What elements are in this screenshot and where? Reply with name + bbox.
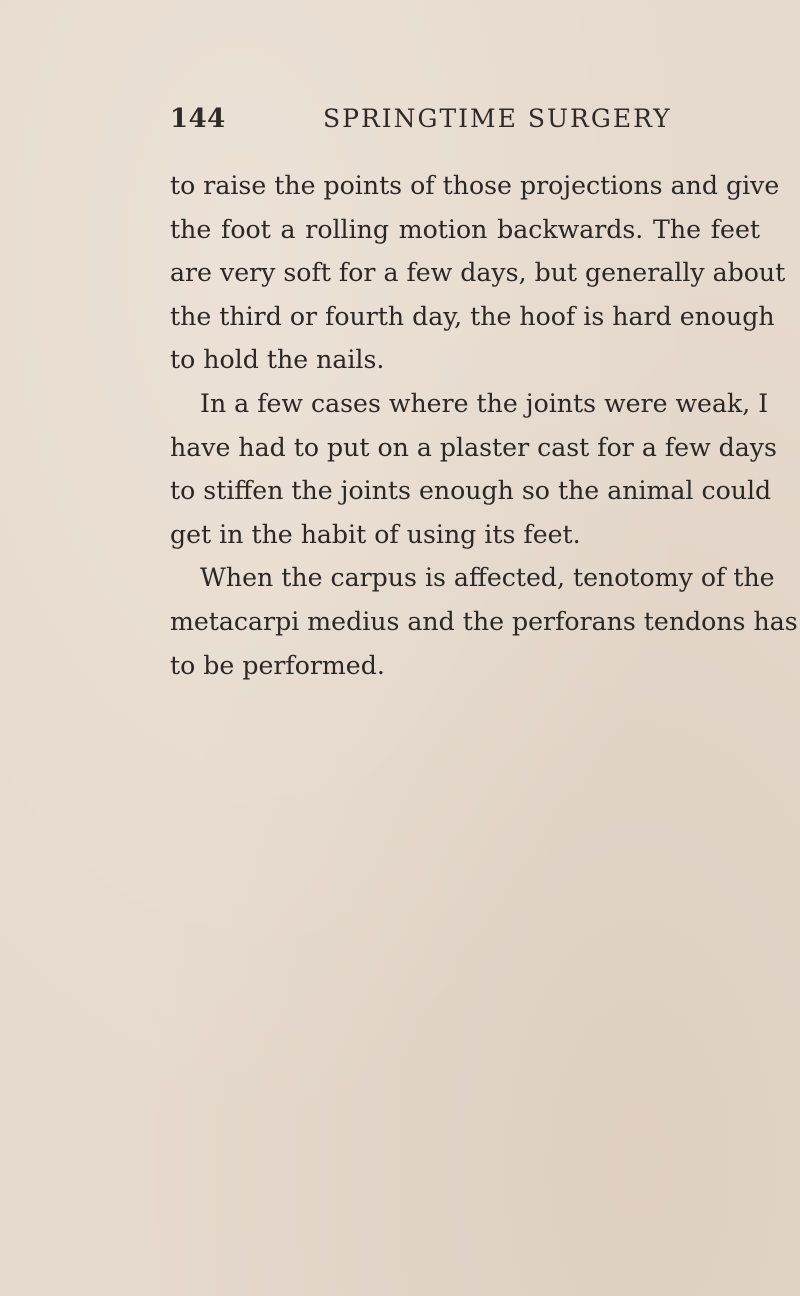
running-head: SPRINGTIME SURGERY <box>323 104 672 133</box>
page-number: 144 <box>170 104 226 134</box>
text-line: the foot a rolling motion backwards. The feet <box>170 214 760 244</box>
text-line: have had to put on a plaster cast for a few days <box>170 432 777 462</box>
text-line: to hold the nails. <box>170 345 385 375</box>
text-line: In a few cases where the joints were weak, I <box>200 388 769 418</box>
text-line: to be performed. <box>170 650 385 680</box>
paragraph-3 <box>170 556 798 687</box>
text-line: are very soft for a few days, but generally about <box>170 258 786 288</box>
paragraph-1 <box>170 164 786 382</box>
page-header <box>170 104 760 144</box>
text-line: to raise the points of those projections and give <box>170 171 780 200</box>
text-line: the third or fourth day, the hoof is hard enough <box>170 301 775 331</box>
text-line: When the carpus is affected, tenotomy of the <box>200 563 775 593</box>
text-line: to stiffen the joints enough so the animal could <box>170 476 772 506</box>
text-line: metacarpi medius and the perforans tendons has <box>170 606 798 636</box>
paragraph-2 <box>170 382 777 556</box>
text-line: get in the habit of using its feet. <box>170 519 581 549</box>
body-text <box>170 164 798 687</box>
